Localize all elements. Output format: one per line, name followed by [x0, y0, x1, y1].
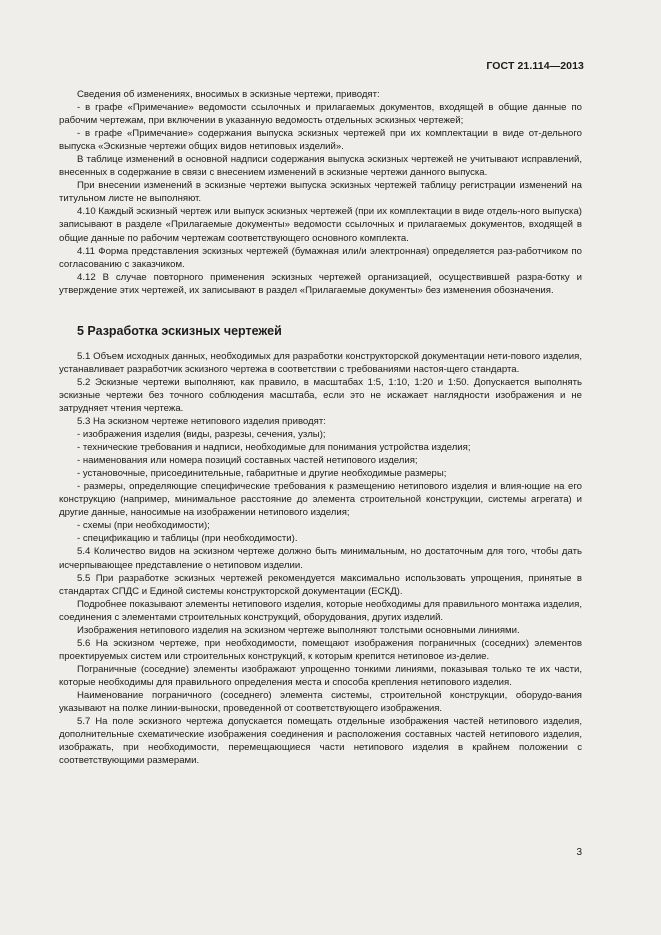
paragraph: 5.2 Эскизные чертежи выполняют, как правило, в масштабах 1:5, 1:10, 1:20 и 1:50. Допускается выполнять эскизные чертежи без точного соблюдения масштаба, если это не искажает наглядности изображения и не затрудняет чтения чертежа.	[59, 376, 582, 414]
paragraph: Наименование пограничного (соседнего) элемента системы, строительной конструкции, оборудо-вания указывают на полке линии-выноски, проведенной от соответствующего изображения.	[59, 689, 582, 715]
paragraph: 5.3 На эскизном чертеже нетипового изделия приводят:	[77, 415, 326, 427]
paragraph: Пограничные (соседние) элементы изображают упрощенно тонкими линиями, показывая только те их части, которые необходимы для правильного определения места и способа крепления нетипового изделия.	[59, 663, 582, 688]
paragraph: Подробнее показывают элементы нетипового изделия, которые необходимы для правильного монтажа изделия, соединения с элементами строительных конструкций, оборудования, других изделий.	[59, 598, 582, 623]
paragraph: При внесении изменений в эскизные чертежи выпуска эскизных чертежей таблицу регистрации изменений на титульном листе не выполняют.	[59, 180, 582, 205]
list-item: - размеры, определяющие специфические требования к размещению нетипового изделия и влия-ющие на его конструкцию (например, минимальное расстояние до элемента строительной конструкции, системы агрегата) и другие данные, наносимые на изображении нетипового изделия;	[59, 481, 582, 519]
paragraph: Сведения об изменениях, вносимых в эскизные чертежи, приводят:	[77, 89, 380, 100]
page-number: 3	[576, 847, 582, 858]
paragraph: Изображения нетипового изделия на эскизном чертеже выполняют толстыми основными линиями.	[77, 624, 520, 636]
list-item: - технические требования и надписи, необходимые для понимания устройства изделия;	[77, 442, 471, 454]
paragraph: 5.1 Объем исходных данных, необходимых для разработки конструкторской документации нети-пового изделия, устанавливает разработчик эскизного чертежа в соответствии с требованиями настоя-щего стандарта.	[59, 350, 582, 375]
document-code-header: ГОСТ 21.114—2013	[486, 60, 584, 72]
section-4-continuation	[59, 88, 582, 297]
paragraph: 5.4 Количество видов на эскизном чертеже должно быть минимальным, но достаточным для того, чтобы дать исчерпывающее представление о нетиповом изделии.	[59, 546, 582, 571]
document-body	[59, 88, 582, 767]
paragraph: - в графе «Примечание» ведомости ссылочных и прилагаемых документов, входящей в общие данные по рабочим чертежам, при включении в указанную ведомость отдельных эскизных чертежей;	[59, 102, 582, 127]
paragraph: 4.12 В случае повторного применения эскизных чертежей организацией, осуществившей разра-ботку и утверждение этих чертежей, их записывают в раздел «Прилагаемые документы» без изменения обозначения.	[59, 271, 582, 296]
list-item: - изображения изделия (виды, разрезы, сечения, узлы);	[77, 429, 326, 441]
paragraph: В таблице изменений в основной надписи содержания выпуска эскизных чертежей не учитывают исправлений, внесенных в содержание в связи с внесением изменений в эскизные чертежи данного выпуска.	[59, 154, 582, 179]
paragraph: 4.10 Каждый эскизный чертеж или выпуск эскизных чертежей (при их комплектации в виде отдель-ного выпуска) записывают в разделе «Прилагаемые документы» ведомости ссылочных и прилагаемых документов, входящей в общие данные по рабочим чертежам соответствующего основного комплекта.	[59, 206, 582, 244]
paragraph: 5.5 При разработке эскизных чертежей рекомендуется максимально использовать упрощения, принятые в стандартах СПДС и Единой системы конструкторской документации (ЕСКД).	[59, 572, 582, 597]
section-5-content	[59, 350, 582, 768]
paragraph: 5.6 На эскизном чертеже, при необходимости, помещают изображения пограничных (соседних) элементов проектируемых систем или строительных конструкций, к которым крепится нетиповое из-делие.	[59, 637, 582, 662]
list-item: - схемы (при необходимости);	[77, 520, 210, 532]
paragraph: - в графе «Примечание» содержания выпуска эскизных чертежей при их комплектации в виде от-дельного выпуска «Эскизные чертежи общих видов нетиповых изделий».	[59, 128, 582, 153]
paragraph: 4.11 Форма представления эскизных чертежей (бумажная или/и электронная) определяется раз-работчиком по согласованию с заказчиком.	[59, 245, 582, 270]
section-5-heading: 5 Разработка эскизных чертежей	[77, 323, 282, 338]
paragraph: 5.7 На поле эскизного чертежа допускается помещать отдельные изображения частей нетипового изделия, дополнительные схематические изображения соединения и расположения составных частей нетипового изделия, изображать, при необходимости, перемещающиеся части нетипового изделия в крайнем положении с соответствующими размерами.	[59, 716, 582, 767]
list-item: - спецификацию и таблицы (при необходимости).	[77, 533, 298, 545]
list-item: - наименования или номера позиций составных частей нетипового изделия;	[77, 455, 418, 467]
list-item: - установочные, присоединительные, габаритные и другие необходимые размеры;	[77, 468, 447, 480]
